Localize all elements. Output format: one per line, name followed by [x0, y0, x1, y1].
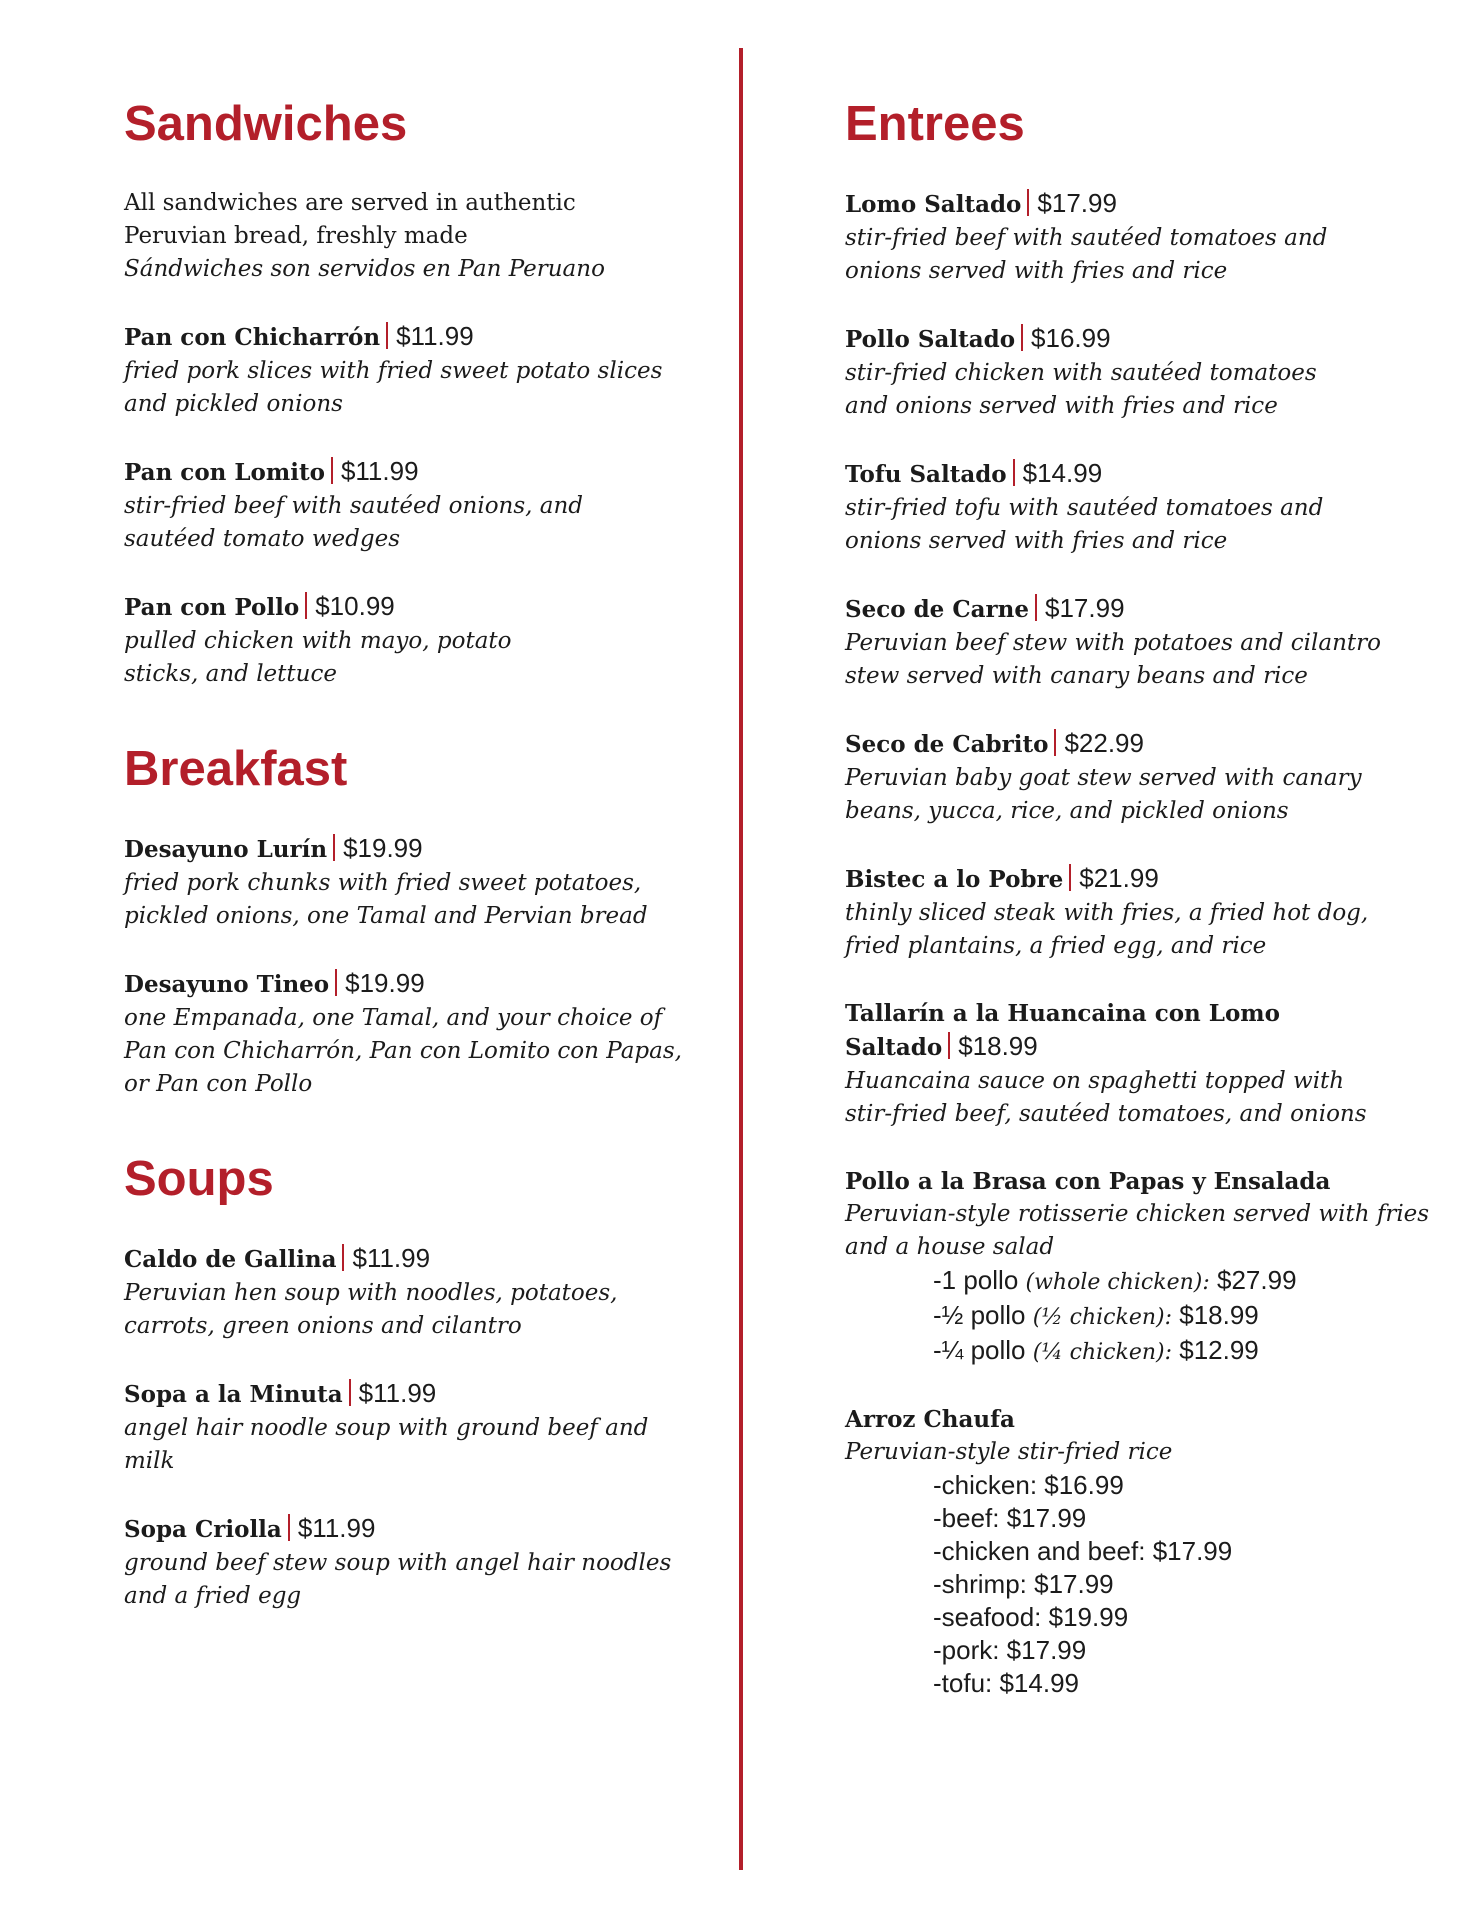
price-separator [331, 457, 333, 484]
item-description [124, 1412, 704, 1478]
desc-line: one Empanada, one Tamal, and your choice of [124, 1005, 663, 1031]
item-name: Tofu Saltado [845, 461, 1007, 488]
price-separator [1027, 189, 1029, 216]
menu-item [124, 590, 704, 691]
item-name: Bistec a lo Pobre [845, 866, 1064, 893]
item-name: Seco de Carne [845, 596, 1029, 623]
item-description [845, 357, 1445, 423]
option-list [845, 1264, 1445, 1369]
price-separator [305, 592, 307, 619]
option-row: -shrimp: $17.99 [933, 1569, 1114, 1599]
price-separator [288, 1514, 290, 1541]
desc-line: Peruvian baby goat stew served with canary [845, 765, 1362, 791]
desc-line: fried pork chunks with fried sweet potatoes, [124, 870, 642, 896]
right-column [845, 97, 1445, 1734]
item-name: Pan con Lomito [124, 459, 325, 486]
price-separator [349, 1379, 351, 1406]
item-name: Lomo Saltado [845, 191, 1022, 218]
desc-line: sautéed tomato wedges [124, 526, 400, 552]
desc-line: onions served with fries and rice [845, 258, 1228, 284]
price-separator [333, 834, 335, 861]
desc-line: or Pan con Pollo [124, 1071, 313, 1097]
item-price: $18.99 [958, 1031, 1038, 1061]
desc-line: stir-fried beef with sautéed onions, and [124, 493, 584, 519]
item-name-cont: Saltado [845, 1034, 943, 1061]
item-name: Pan con Chicharrón [124, 324, 381, 351]
menu-item [124, 1377, 704, 1478]
item-description [124, 1002, 704, 1101]
option-row [933, 1264, 1445, 1299]
option-price: $12.99 [1179, 1335, 1259, 1365]
menu-item [845, 322, 1445, 423]
option-qualifier: (whole chicken): [1025, 1270, 1210, 1295]
price-separator [1021, 324, 1023, 351]
desc-line: fried pork slices with fried sweet potato slices [124, 358, 663, 384]
item-description: Peruvian-style stir-fried rice [845, 1439, 1173, 1465]
item-name: Seco de Cabrito [845, 731, 1049, 758]
section-title-sandwiches: Sandwiches [124, 97, 408, 151]
item-price: $19.99 [343, 833, 423, 863]
item-name: Sopa Criolla [124, 1516, 282, 1543]
item-price: $11.99 [297, 1513, 376, 1543]
item-description [124, 1547, 704, 1613]
menu-item-tallarin [845, 997, 1445, 1131]
desc-line: stir-fried beef, sautéed tomatoes, and onions [845, 1101, 1367, 1127]
desc-line: and onions served with fries and rice [845, 393, 1278, 419]
intro-spanish: Sándwiches son servidos en Pan Peruano [124, 256, 605, 282]
item-name: Pollo a la Brasa con Papas y Ensalada [845, 1168, 1331, 1195]
desc-line: and pickled onions [124, 391, 343, 417]
desc-line: and a fried egg [124, 1583, 302, 1609]
item-description [124, 1277, 704, 1343]
price-separator [342, 1244, 344, 1271]
option-label: -1 pollo [933, 1265, 1019, 1295]
desc-line: fried plantains, a fried egg, and rice [845, 933, 1267, 959]
desc-line: pulled chicken with mayo, potato [124, 628, 512, 654]
option-row: -tofu: $14.99 [933, 1668, 1079, 1698]
desc-line: Peruvian hen soup with noodles, potatoes, [124, 1280, 618, 1306]
menu-item [124, 1512, 704, 1613]
item-price: $16.99 [1031, 323, 1111, 353]
option-row [933, 1334, 1445, 1369]
desc-line: sticks, and lettuce [124, 661, 337, 687]
price-separator [386, 322, 388, 349]
menu-item [845, 592, 1445, 693]
intro-line: Peruvian bread, freshly made [124, 223, 468, 249]
menu-item [845, 862, 1445, 963]
option-qualifier: (¼ chicken): [1032, 1340, 1172, 1365]
item-price: $14.99 [1022, 458, 1103, 488]
item-price: $11.99 [396, 321, 474, 351]
item-description [845, 762, 1445, 828]
price-separator [1035, 594, 1037, 621]
section-title-soups: Soups [124, 1152, 274, 1206]
menu-item [124, 967, 704, 1101]
item-description [845, 897, 1445, 963]
price-separator [1054, 729, 1056, 756]
desc-line: stir-fried chicken with sautéed tomatoes [845, 360, 1317, 386]
item-name: Tallarín a la Huancaina con Lomo [845, 1000, 1280, 1027]
menu-item-chaufa [845, 1403, 1445, 1700]
desc-line: stir-fried beef with sautéed tomatoes and [845, 225, 1328, 251]
sandwiches-intro [124, 187, 704, 286]
desc-line: Huancaina sauce on spaghetti topped with [845, 1068, 1345, 1094]
item-description [845, 1198, 1445, 1264]
item-price: $17.99 [1045, 593, 1125, 623]
item-description [124, 625, 704, 691]
item-description [124, 490, 704, 556]
menu-item [124, 832, 704, 933]
item-name: Arroz Chaufa [845, 1406, 1015, 1433]
item-price: $11.99 [358, 1378, 437, 1408]
item-name: Desayuno Tineo [124, 971, 330, 998]
option-price: $18.99 [1179, 1300, 1259, 1330]
item-price: $22.99 [1064, 728, 1144, 758]
desc-line: carrots, green onions and cilantro [124, 1313, 522, 1339]
desc-line: and a house salad [845, 1234, 1055, 1260]
item-description [845, 222, 1445, 288]
item-price: $10.99 [315, 591, 395, 621]
item-name: Pan con Pollo [124, 594, 300, 621]
desc-line: stew served with canary beans and rice [845, 663, 1308, 689]
item-name: Pollo Saltado [845, 326, 1016, 353]
option-list [845, 1469, 1445, 1700]
option-qualifier: (½ chicken): [1032, 1305, 1172, 1330]
item-description [845, 627, 1445, 693]
section-title-entrees: Entrees [845, 97, 1025, 151]
desc-line: stir-fried tofu with sautéed tomatoes and [845, 495, 1324, 521]
option-row: -pork: $17.99 [933, 1635, 1087, 1665]
option-label: -¼ pollo [933, 1335, 1026, 1365]
option-price: $27.99 [1217, 1265, 1297, 1295]
option-row [933, 1299, 1445, 1334]
item-name: Desayuno Lurín [124, 836, 328, 863]
item-price: $21.99 [1079, 863, 1159, 893]
desc-line: ground beef stew soup with angel hair noodles [124, 1550, 672, 1576]
desc-line: Peruvian-style rotisserie chicken served with fries [845, 1201, 1430, 1227]
column-divider [739, 48, 743, 1870]
option-row: -chicken and beef: $17.99 [933, 1536, 1233, 1566]
intro-line: All sandwiches are served in authentic [124, 190, 576, 216]
item-name: Sopa a la Minuta [124, 1381, 343, 1408]
menu-item [845, 457, 1445, 558]
desc-line: pickled onions, one Tamal and Pervian bread [124, 903, 648, 929]
menu-item [124, 455, 704, 556]
option-label: -½ pollo [933, 1300, 1026, 1330]
option-row: -beef: $17.99 [933, 1503, 1087, 1533]
item-name: Caldo de Gallina [124, 1246, 337, 1273]
desc-line: Pan con Chicharrón, Pan con Lomito con Papas, [124, 1038, 682, 1064]
item-description [845, 492, 1445, 558]
menu-item-pollo-brasa [845, 1165, 1445, 1369]
item-price: $17.99 [1037, 188, 1117, 218]
desc-line: thinly sliced steak with fries, a fried hot dog, [845, 900, 1369, 926]
price-separator [1069, 864, 1071, 891]
item-price: $11.99 [340, 456, 419, 486]
desc-line: beans, yucca, rice, and pickled onions [845, 798, 1289, 824]
menu-item [124, 320, 704, 421]
price-separator [335, 969, 337, 996]
item-description [124, 867, 704, 933]
desc-line: onions served with fries and rice [845, 528, 1228, 554]
desc-line: angel hair noodle soup with ground beef and milk [124, 1415, 649, 1474]
item-price: $11.99 [352, 1243, 431, 1273]
left-column [124, 97, 704, 1647]
price-separator [1013, 459, 1015, 486]
section-title-breakfast: Breakfast [124, 742, 348, 796]
desc-line: Peruvian beef stew with potatoes and cilantro [845, 630, 1381, 656]
item-description [845, 1065, 1445, 1131]
option-row: -seafood: $19.99 [933, 1602, 1129, 1632]
price-separator [948, 1032, 950, 1059]
option-row: -chicken: $16.99 [933, 1470, 1124, 1500]
menu-item [124, 1242, 704, 1343]
menu-item [845, 727, 1445, 828]
item-price: $19.99 [345, 968, 425, 998]
menu-item [845, 187, 1445, 288]
item-description [124, 355, 704, 421]
